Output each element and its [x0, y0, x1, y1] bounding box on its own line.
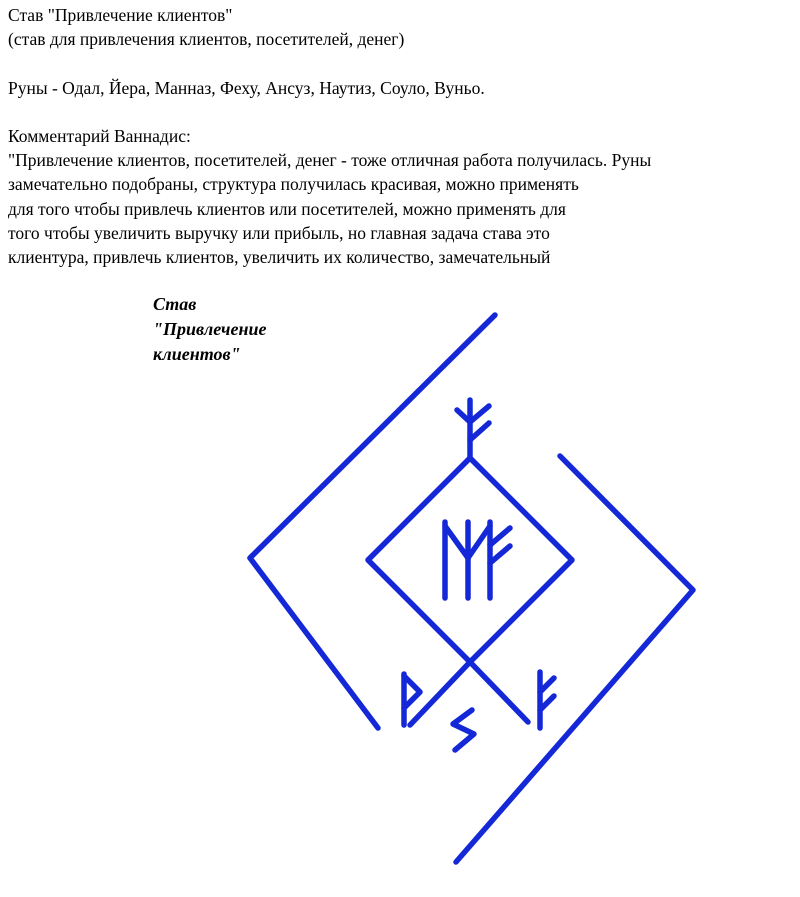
outer-frame-right [456, 456, 693, 862]
spacer [8, 100, 788, 124]
sowilo-rune [453, 710, 474, 750]
stav-caption [153, 292, 266, 367]
stav-strokes [250, 315, 693, 862]
comment-label: Комментарий Ваннадис: [8, 125, 191, 146]
comment-line: для того чтобы привлечь клиентов или посетителей, можно применять для [8, 198, 566, 219]
comment-line: того чтобы увеличить выручку или прибыль, но главная задача става это [8, 222, 550, 243]
fehu-rune-branch [540, 678, 554, 692]
inner-diamond [368, 458, 572, 662]
center-rune-branch [490, 546, 510, 563]
fehu-rune-branch [540, 696, 554, 710]
top-rune-branch [457, 410, 470, 422]
odal-leg [410, 662, 470, 725]
runes-list: Руны - Одал, Йера, Манназ, Феху, Ансуз, Наутиз, Соуло, Вуньо. [8, 77, 485, 98]
stav-caption-line: клиентов" [153, 344, 241, 364]
center-rune-cross [445, 526, 490, 558]
comment-line: клиентура, привлечь клиентов, увеличить их количество, замечательный [8, 247, 551, 267]
top-rune-branch [470, 406, 489, 422]
article-text [8, 3, 788, 269]
article-title: Став "Привлечение клиентов" [8, 5, 233, 25]
article-subtitle: (став для привлечения клиентов, посетителей, денег) [8, 29, 405, 50]
wunjo-rune-head [404, 676, 420, 708]
outer-frame-left [250, 315, 495, 728]
odal-leg [470, 662, 528, 722]
comment-line: "Привлечение клиентов, посетителей, денег - тоже отличная работа получилась. Руны [8, 150, 652, 171]
stav-caption-line: "Привлечение [153, 319, 267, 339]
center-rune-branch [490, 528, 510, 545]
top-rune-branch [470, 423, 489, 440]
comment-line: замечательно подобраны, структура получилась красивая, можно применять [8, 174, 579, 195]
spacer [8, 51, 788, 75]
stav-caption-line: Став [153, 294, 197, 314]
